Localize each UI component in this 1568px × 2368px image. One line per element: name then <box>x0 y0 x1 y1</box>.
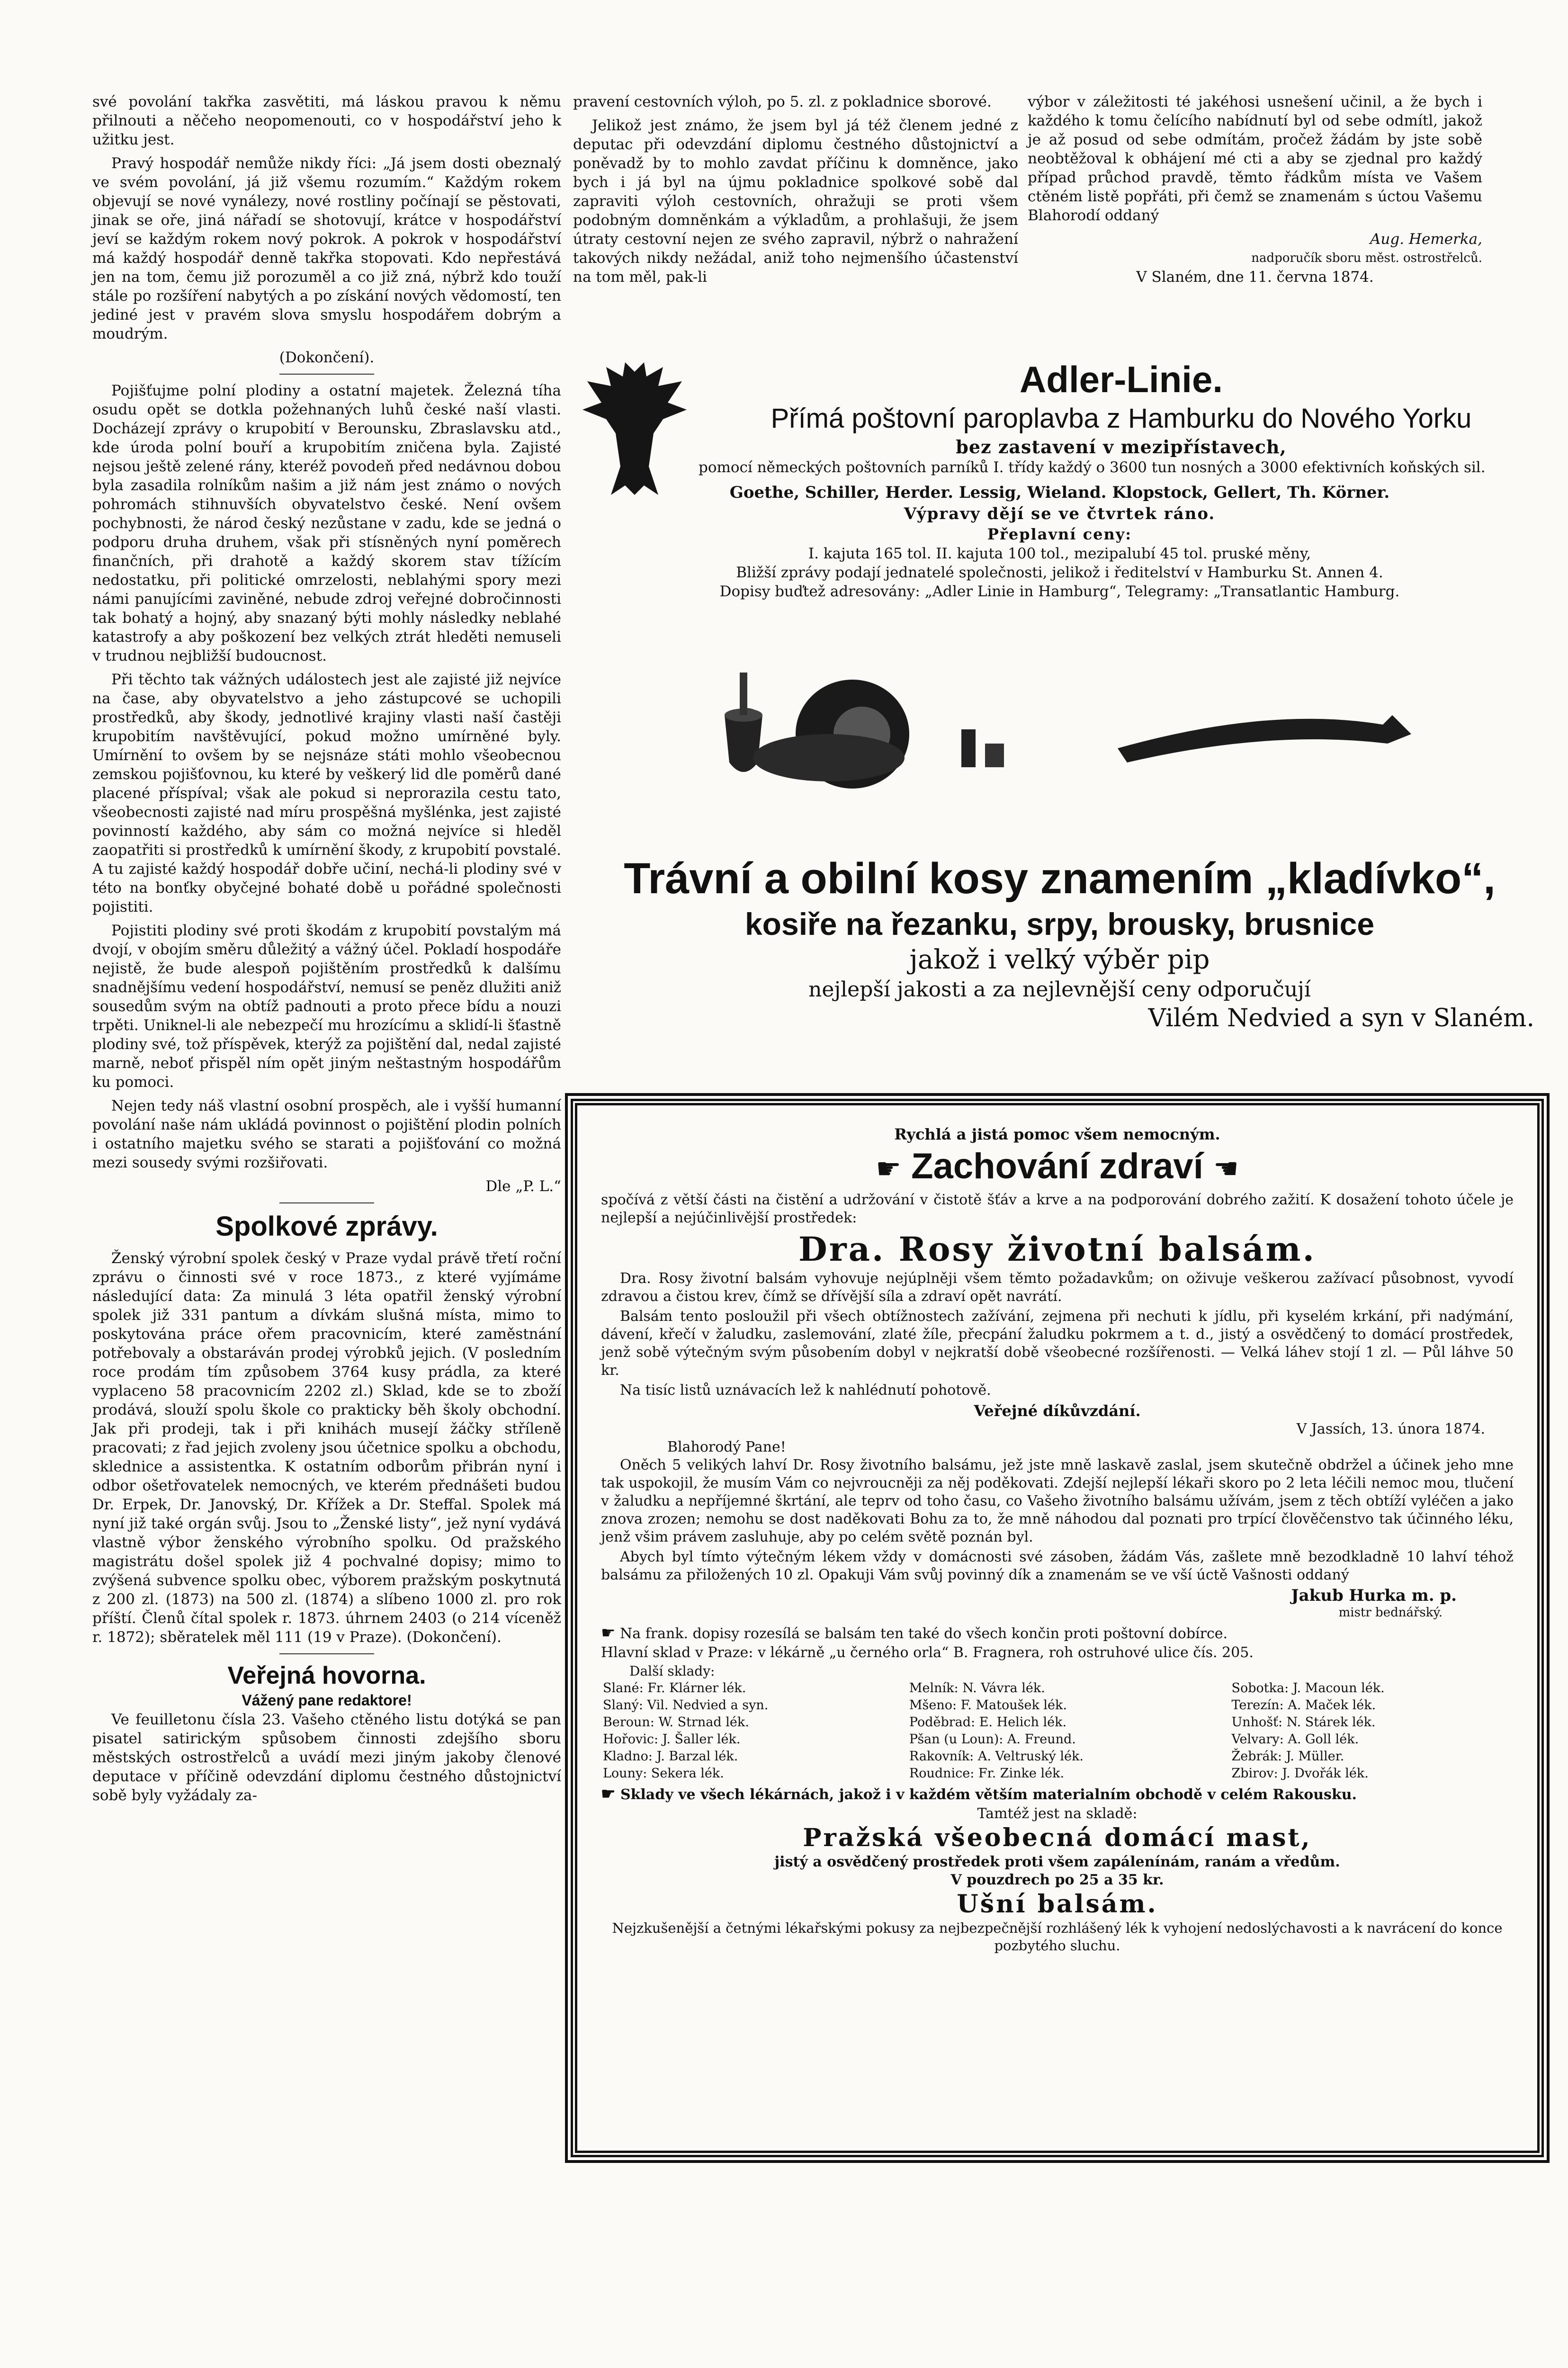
balsam-letter: Oněch 5 velikých lahví Dr. Rosy životního balsámu, jež jste mně laskavě zaslal, jsem skutečně obdržel a účinek jeho mne tak uspokojil, že musím Vám co nejvroucněji za něj poděkovati. Zdejší nejlepší lékaři skoro po 2 leta léčili nemoc mou, tlučení v žaludku a nepříjemné škrtání, ale teprv od toho času, co Vašeho životního balsámu užívám, jsem z těch obtíží vyléčen a jako znova zrozen; nemohu se dost naděkovati Bohu za to, že mně náhodou dal poznati pro trpící člověčenstvo tak účinného léku, jenž všim právem zasluhuje, aby po celém světě poznán byl. <box>601 1457 1514 1545</box>
letter-salutation: Vážený pane redaktore! <box>242 1692 412 1709</box>
eagle-icon <box>578 358 691 500</box>
depot-cell: Slaný: Vil. Nedvied a syn. <box>603 1698 769 1713</box>
section-title-hovorna: Veřejná hovorna. <box>227 1662 426 1689</box>
balsam-tagline: Rychlá a jistá pomoc všem nemocným. <box>894 1125 1220 1143</box>
depot-cell: Velvary: A. Goll lék. <box>1231 1732 1359 1747</box>
depot-cell: Zbirov: J. Dvořák lék. <box>1231 1766 1369 1781</box>
depot-cell: Terezín: A. Maček lék. <box>1231 1698 1376 1713</box>
divider <box>279 1202 374 1203</box>
balsam-also-stock: Tamtéž jest na skladě: <box>977 1805 1138 1822</box>
balsam-intro: spočívá z větší části na čistění a udržování v čistotě šťáv a krve a na podporování dobrého zažití. K dosažení tohoto účele je nejlepší a nejúčinlivější prostředek: <box>601 1192 1514 1226</box>
balsam-other-depots-title: Další sklady: <box>629 1663 715 1679</box>
adler-prices: I. kajuta 165 tol. II. kajuta 100 tol., mezipalubí 45 tol. pruské měny, <box>808 545 1311 562</box>
depot-row <box>601 1697 1514 1714</box>
balsam-title: Zachování zdraví <box>911 1146 1203 1186</box>
signature-title: nadporučík sboru měst. ostrostřelců. <box>1251 251 1482 265</box>
balsam-paragraph: Na tisíc listů uznávacích lež k nahlédnutí pohotově. <box>620 1382 991 1399</box>
article-paragraph: Při těchto tak vážných událostech jest ale zajisté již nejvíce na čase, aby obyvatelstvo a jeho zástupcové se uchopili prostředků, aby škody, jednotlivé krajiny vlasti naší častěji krupobitím navštěvující, pokud možno umírněné byly. Umírnění to ovšem by se nejsnáze státi mohlo všeobecnou zemskou pojišťovnou, ku které by veškerý lid dle poměrů dané placené příspíval; však ale pokud si neprorazila cestu tato, všeobecnosti zajisté nad míru prospěšná myšlénka, jest zajisté povinností každého, aby sám co možná nejvíce si hleděl zaopatřiti si prostředků k umírnění škody, z krupobití povstalé. A tu zajisté každý hospodář dobře učiní, nechá-li plodiny své v této na bonťky obyčejné bohaté době u pořádné společnosti pojistiti. <box>92 671 561 915</box>
depot-row <box>601 1731 1514 1748</box>
adler-title: Adler-Linie. <box>1019 359 1223 400</box>
adler-content <box>699 358 1544 477</box>
balsam-ointment-desc: jistý a osvědčený prostředek proti všem zapálenínám, ranám a vředům. <box>774 1854 1340 1870</box>
depot-cell: Slané: Fr. Klárner lék. <box>603 1681 746 1695</box>
balsam-depots-table <box>601 1680 1514 1782</box>
adler-departures: Výpravy dějí se ve čtvrtek ráno. <box>904 504 1216 523</box>
depot-cell: Roudnice: Fr. Zinke lék. <box>909 1766 1065 1781</box>
balsam-signer: Jakub Hurka m. p. <box>1291 1586 1457 1605</box>
article-paragraph: Ve feuilletonu čísla 23. Vašeho ctěného listu dotýká se pan pisatel satirickým spůsobem činnosti zdejšího sboru městských ostrostřelců a uvádí mezi jiným jakoby členové deputace v příčině odevzdání diplomu čestného důstojnictví sobě byly vyžádaly za- <box>92 1711 561 1804</box>
kosy-quality: nejlepší jakosti a za nejlevnější ceny odporučují <box>808 978 1311 1002</box>
depot-cell: Kladno: J. Barzal lék. <box>603 1749 738 1764</box>
balsam-main-depot: Hlavní sklad v Praze: v lékárně „u černého orla“ B. Fragnera, roh ostruhové ulice čís. 205. <box>601 1644 1254 1661</box>
depot-row <box>601 1765 1514 1782</box>
depot-cell: Mšeno: F. Matoušek lék. <box>909 1698 1067 1713</box>
kosy-seller: Vilém Nedvied a syn v Slaném. <box>1148 1004 1534 1032</box>
article-paragraph: své povolání takřka zasvětiti, má láskou pravou k němu přilnouti a něčeho neopomenouti, co v hospodářství jeho k užitku jest. <box>92 93 561 148</box>
depot-cell: Sobotka: J. Macoun lék. <box>1231 1681 1385 1695</box>
depot-cell: Louny: Sekera lék. <box>603 1766 724 1781</box>
balsam-ad <box>571 1099 1544 2157</box>
adler-nonstop: bez zastavení v mezipřístavech, <box>956 436 1287 457</box>
balsam-all-depots-text: Sklady ve všech lékárnách, jakož i v každém větším materialním obchodě v celém Rakousku. <box>620 1786 1357 1803</box>
hand-pointer-icon: ☛ <box>876 1153 902 1184</box>
adler-description: pomocí německých poštovních parníků I. třídy každý o 3600 tun nosných a 3000 efektivních koňských sil. <box>699 459 1486 476</box>
depot-cell: Unhošť: N. Stárek lék. <box>1231 1715 1376 1730</box>
middle-top-column <box>573 92 1018 291</box>
article-paragraph: Pojišťujme polní plodiny a ostatní majetek. Železná tíha osudu opět se dotkla požehnaných luhů české naší vlasti. Docházejí zprávy o krupobití v Berounsku, Zbraslavsku atd., kde úroda polní bouří a krupobitím zničena byla. Zajisté nejsou ještě zelené rány, kteréž povodeň před nedávnou dobou byla zasadila rolníkům našim a již nám jest známo o nových pohromách stihnuvších obyvatelstvo české. Není ovšem pochybnosti, že národ český nezůstane v zadu, kde se jedná o podporu druha druhem, však při stísněných nyní poměrech finančních, při drahotě a každý skorem stav tížícím nedostatku, při politické omrzelosti, neblahými spory mezi námi panujícími zaviněné, nebude zdroj veřejné dobročinnosti tak bohatý a hojný, aby snazaný býti mohly následky neblahé katastrofy a aby poškození bez velkých ztrát hleděti nemuseli v trudnou nejbližší budoucnost. <box>92 382 561 664</box>
signature-date: V Slaném, dne 11. června 1874. <box>1136 269 1374 286</box>
balsam-thanks-title: Veřejné díkůvzdání. <box>974 1402 1141 1420</box>
divider <box>279 374 374 375</box>
adler-ships: Goethe, Schiller, Herder. Lessig, Wieland. Klopstock, Gellert, Th. Körner. <box>729 483 1390 502</box>
grindstone-icon <box>753 680 909 789</box>
article-source: Dle „P. L.“ <box>485 1178 561 1195</box>
article-paragraph: Pojistiti plodiny své proti škodám z krupobití povstalým má dvojí, v obojím směru důležitý a vážný účel. Pokladí hospodáře nejistě, že bude alespoň pojištěním prostředků k dalšímu snadnějšímu vedení hospodářství, nemusí se peněz dlužiti aniž sousedům svým na obtíž padnouti a proto přece bídu a nouzi trpěti. Uniknel-li ale nebezpečí mu hrozícímu a sklidí-li šťastně plodiny své, tož příspěvek, kterýž za pojištění dal, nedal zajisté marně, neboť přispěl ním opět jiným neštastným hospodářům ku pomoci. <box>92 922 561 1091</box>
article-paragraph: Ženský výrobní spolek český v Praze vydal právě třetí roční zprávu o činnosti své v roce 1873., z které vyjímáme následující data: Za minulá 3 léta opatřil ženský výrobní spolek již 331 pantum a dívkám slušná místa, mimo to poskytována práce ořem pracovnicím, které zaměstnání potřebovaly a obstaráván prodej výrobků jejich. (V posledním roce prodám tím způsobem 3764 kusy prádla, za které vyplaceno 58 pracovnicím 2202 zl.) Sklad, kde se to zboží prodává, slouží spolu škole co prakticky běh školy obchodní. Jak při prodeji, tak i při knihách musejí žáčky stříleně pracovati; z řad jejich zvoleny jsou účetnice spolku a obchodu, sklednice a assistentka. K ostatním odborům přibrán nyní i odbor ošetřovatelek nemocných, ve kterém přednášeti budou Dr. Erpek, Dr. Janovský, Dr. Křížek a Dr. Steffal. Spolek má nyní již také orgán svůj. Jsou to „Ženské listy“, jež nyní vydává vlastně výbor ženského výrobního spolku. Od pražského magistrátu došel spolek již 4 pochvalné dopisy; mimo to zvýšená subvence spolku obec, výborem pražským poskytnutá z 200 zl. (1873) na 500 zl. (1874) a slíbeno 1000 zl. pro rok příští. Členů čítal spolek r. 1873. úhrnem 2403 (o 214 víceněž r. 1872); sběratelek měl 111 (19 v Praze). (Dokončení). <box>92 1250 561 1646</box>
balsam-ointment-price: V pouzdrech po 25 a 35 kr. <box>950 1872 1164 1888</box>
divider <box>279 1653 374 1654</box>
hand-pointer-icon: ☛ <box>601 1785 616 1803</box>
article-continuation-note: (Dokončení). <box>279 349 375 366</box>
depot-cell: Poděbrad: E. Helich lék. <box>909 1715 1067 1730</box>
signature-name: Aug. Hemerka, <box>1370 231 1482 248</box>
balsam-ointment: Pražská všeobecná domácí mast, <box>803 1823 1312 1852</box>
balsam-paragraph: Dra. Rosy životní balsám vyhovuje nejúplněji všem těmto požadavkům; on oživuje veškerou zažívací působnost, vyvodí zdravou a čistou krev, čímž se dřívější síla a zdraví opět navrátí. <box>601 1270 1514 1305</box>
adler-info: Bližší zprávy podají jednatelé společnosti, jelikož i ředitelství v Hamburku St. Annen 4. <box>736 564 1383 581</box>
adler-subtitle: Přímá poštovní paroplavba z Hamburku do Nového Yorku <box>771 403 1472 434</box>
balsam-shipping <box>601 1624 1514 1643</box>
balsam-ear: Ušní balsám. <box>957 1890 1158 1919</box>
kosy-line: jakož i velký výběr pip <box>909 944 1210 975</box>
hand-pointer-icon: ☛ <box>601 1624 616 1642</box>
balsam-product: Dra. Rosy životní balsám. <box>798 1229 1316 1269</box>
balsam-paragraph: Balsám tento posloužil při všech obtížnostech zažívání, zejmena při nechuti k jídlu, při kyselém krkání, při nadýmání, dávení, křečí v žaludku, zaslemování, zlaté žíle, přecpání žaludku pokrmem a t. d., jistý a osvědčený to domácí prostředek, jenž sobě výtečným svým působením dobyl v nejkratší době všeobecné rozšířenosti. — Velká láhev stojí 1 zl. — Půl láhve 50 kr. <box>601 1308 1514 1379</box>
article-paragraph: pravení cestovních výloh, po 5. zl. z pokladnice sborové. <box>573 93 992 110</box>
section-title-spolkove: Spolkové zprávy. <box>215 1211 438 1242</box>
balsam-shipping-text: Na frank. dopisy rozesílá se balsám ten také do všech končin proti poštovní dobírce. <box>620 1625 1228 1642</box>
balsam-letter: Abych byl tímto výtečným lékem vždy v domácnosti své zásoben, žádám Vás, zašlete mně bezodkladně 10 lahví téhož balsámu za přiložených 10 zl. Opakuji Vám svůj povinný dík a znamenám se ve vší úctě Vašnosti oddaný <box>601 1549 1514 1583</box>
balsam-ear-desc: Nejzkušenější a četnými lékařskými pokusy za nejbezpečnější rozhlášený lék k vyhojení nedoslýchavosti a k navrácení do konce pozbytého sluchu. <box>612 1920 1503 1954</box>
kosy-headline: Trávní a obilní kosy znamením „kladívko“, <box>624 854 1496 903</box>
article-paragraph: Nejen tedy náš vlastní osobní prospěch, ale i vyšší humanní povolání naše nám ukládá povinnost o pojištění plodin polních i ostatního majetku svého se starati a pojišťování co možná mezi sousedy svými rozšiřovati. <box>92 1097 561 1171</box>
adler-address: Dopisy buďtež adresovány: „Adler Linie in Hamburg“, Telegramy: „Transatlantic Hamburg. <box>719 583 1400 600</box>
balsam-letter-date: V Jassích, 13. února 1874. <box>1296 1421 1485 1437</box>
depot-row <box>601 1714 1514 1731</box>
kosy-subheadline: kosiře na řezanku, srpy, brousky, brusnice <box>744 906 1375 942</box>
tools-illustration <box>606 673 1506 800</box>
left-column <box>92 92 561 1810</box>
hand-pointer-icon: ☚ <box>1213 1153 1239 1184</box>
small-tool-icon <box>961 729 1004 767</box>
balsam-all-depots <box>601 1785 1514 1804</box>
scythe-icon <box>1118 715 1411 762</box>
adler-prices-title: Přeplavní ceny: <box>987 525 1132 543</box>
adler-linie-ad <box>575 358 1544 601</box>
depot-cell: Žebrák: J. Müller. <box>1231 1749 1344 1764</box>
balsam-letter-greeting: Blahorodý Pane! <box>667 1439 786 1455</box>
article-paragraph: Pravý hospodář nemůže nikdy říci: „Já jsem dosti obeznalý ve svém povolání, já již všemu rozumím.“ Každým rokem objevují se nové vynálezy, nové rostliny počínají se pěstovati, jinak se oře, jiná nářadí se shotovují, krátce v hospodářství jeví se každým rokem nový pokrok. A pokrok v hospodářství má každý hospodář denně takřka stopovati. Kdo nepřestává jen na tom, čemu již porozuměl a co již zná, nýbrž kdo touží stále po rozšíření nabytých a po získání nových vědomostí, ten jediné jest v pravém slova smyslu hospodářem dobrým a moudrým. <box>92 155 561 342</box>
depot-row <box>601 1680 1514 1697</box>
depot-cell: Beroun: W. Strnad lék. <box>603 1715 749 1730</box>
balsam-signer-title: mistr bednářský. <box>1338 1606 1443 1620</box>
depot-row <box>601 1748 1514 1765</box>
depot-cell: Hořovic: J. Šaller lék. <box>603 1732 741 1747</box>
kosy-ad <box>575 852 1544 1033</box>
article-paragraph: výbor v záležitosti té jakéhosi usnešení učinil, a že bych i každého k tomu čelícího nabídnutí byl od sebe odmítl, jakož je až posud od sebe odmítám, pročež žádám by jste sobě neobtěžoval k obhájení mé cti a aby se zjednal pro každý případ průchod pravdě, těmto řádkům místa ve Vašem ctěném listě popřáti, při čemž se znamenám s úctou Vašemu Blahorodí oddaný <box>1028 93 1482 224</box>
depot-cell: Rakovník: A. Veltruský lék. <box>909 1749 1084 1764</box>
right-top-column <box>1028 92 1482 287</box>
depot-cell: Pšan (u Loun): A. Freund. <box>909 1732 1076 1747</box>
balsam-headline <box>601 1144 1514 1191</box>
article-paragraph: Jelikož jest známo, že jsem byl já též členem jedné z deputac při odevzdání diplomu čestného důstojnictví a poněvadž by to mohlo zavdat příčinu k domněnce, jako bych i já byl na újmu pokladnice spolkové sobě dal zapraviti výloh cestovních, ohražuji se proti všem podobným domněnkám a výkladům, a prohlašuji, že jsem útraty cestovní nejen ze svého zapravil, nýbrž o nahražení takových nikdy nežádal, aniž toho nejmenšího účastenství na tom měl, pak-li <box>573 117 1018 286</box>
depot-cell: Melník: N. Vávra lék. <box>909 1681 1045 1695</box>
